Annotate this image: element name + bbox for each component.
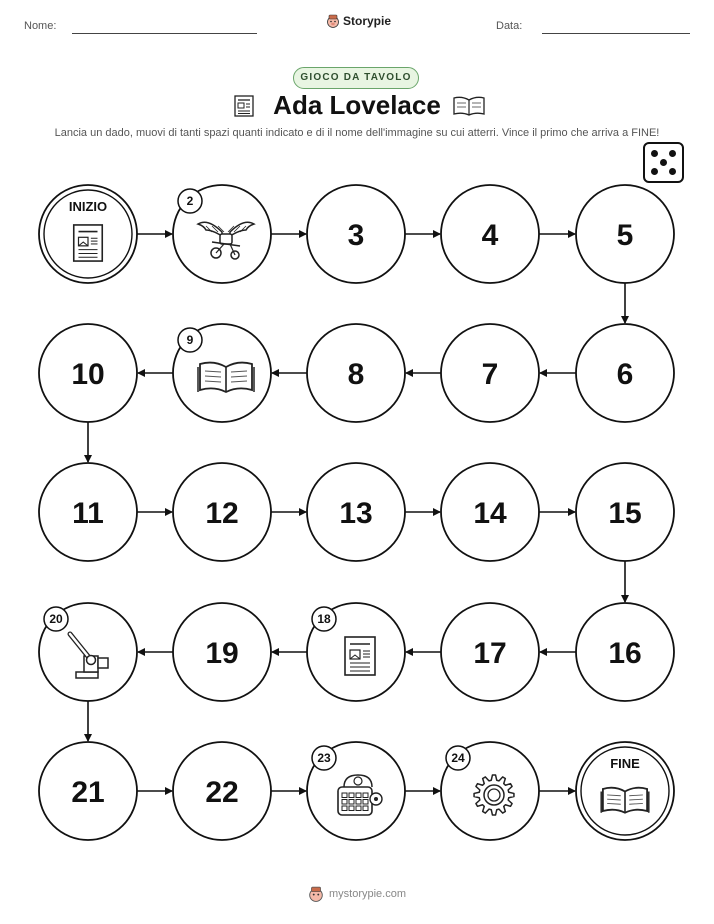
board-cell-15[interactable] [576, 463, 674, 561]
cell-badge [446, 746, 470, 770]
svg-text:9: 9 [186, 333, 194, 347]
cell-number: 22 [205, 776, 239, 809]
board-cell-19[interactable] [173, 603, 271, 701]
cell-badge [312, 607, 336, 631]
cell-number: 7 [481, 358, 499, 391]
pig-mascot-icon [308, 886, 324, 902]
board-cell-2[interactable] [173, 185, 271, 283]
cell-number: 4 [481, 219, 499, 252]
open-book-icon [601, 788, 649, 813]
cell-badge [312, 746, 336, 770]
board-cell-10[interactable] [39, 324, 137, 422]
cell-number: 12 [205, 497, 239, 530]
board-cell-13[interactable] [307, 463, 405, 561]
board-cell-9[interactable] [173, 324, 271, 422]
board-cell-25[interactable] [576, 742, 674, 840]
board-cell-22[interactable] [173, 742, 271, 840]
cell-number: 11 [72, 497, 104, 530]
name-label: Nome: [24, 20, 57, 32]
cell-number: 14 [473, 497, 507, 530]
board-cell-3[interactable] [307, 185, 405, 283]
open-book-icon [198, 363, 254, 392]
board-cell-20[interactable] [39, 603, 137, 701]
category-tag: GIOCO DA TAVOLO [293, 67, 419, 89]
board-cell-24[interactable] [441, 742, 539, 840]
board-cell-21[interactable] [39, 742, 137, 840]
cell-number: 19 [205, 637, 239, 670]
end-label: FINE [610, 756, 640, 771]
footer-url[interactable]: mystorypie.com [329, 888, 407, 900]
cell-number: 3 [347, 219, 365, 252]
instructions-text: Lancia un dado, muovi di tanti spazi quanti indicato e di il nome dell'immagine su cui atterri. Vince il primo che arriva a FINE! [54, 127, 660, 139]
svg-text:24: 24 [451, 751, 465, 765]
start-label: INIZIO [68, 199, 108, 214]
svg-text:20: 20 [49, 612, 63, 626]
footer [308, 886, 406, 902]
board-cell-4[interactable] [441, 185, 539, 283]
page-title: Ada Lovelace [273, 90, 441, 120]
cell-number: 16 [608, 637, 642, 670]
board-cell-18[interactable] [307, 603, 405, 701]
cell-number: 6 [616, 358, 634, 391]
board-cell-12[interactable] [173, 463, 271, 561]
board-cell-6[interactable] [576, 324, 674, 422]
newspaper-icon [74, 225, 103, 261]
board-cell-5[interactable] [576, 185, 674, 283]
cell-badge [178, 328, 202, 352]
svg-text:18: 18 [317, 612, 331, 626]
board-cell-8[interactable] [307, 324, 405, 422]
date-label: Data: [496, 20, 523, 32]
newspaper-icon [345, 637, 375, 675]
board-cell-23[interactable] [307, 742, 405, 840]
cell-number: 21 [71, 776, 105, 809]
cell-number: 13 [339, 497, 373, 530]
board-cell-17[interactable] [441, 603, 539, 701]
svg-text:2: 2 [186, 194, 194, 208]
board-cell-14[interactable] [441, 463, 539, 561]
cell-number: 8 [347, 358, 365, 391]
board-cell-1[interactable] [39, 185, 137, 283]
brand-name: Storypie [343, 14, 392, 28]
board-cell-16[interactable] [576, 603, 674, 701]
board-cell-11[interactable] [39, 463, 137, 561]
cell-badge [178, 189, 202, 213]
cell-number: 10 [71, 358, 105, 391]
cell-number: 17 [473, 637, 507, 670]
cell-badge [44, 607, 68, 631]
cell-number: 15 [608, 497, 642, 530]
board-cell-7[interactable] [441, 324, 539, 422]
svg-text:23: 23 [317, 751, 331, 765]
cell-number: 5 [616, 219, 634, 252]
